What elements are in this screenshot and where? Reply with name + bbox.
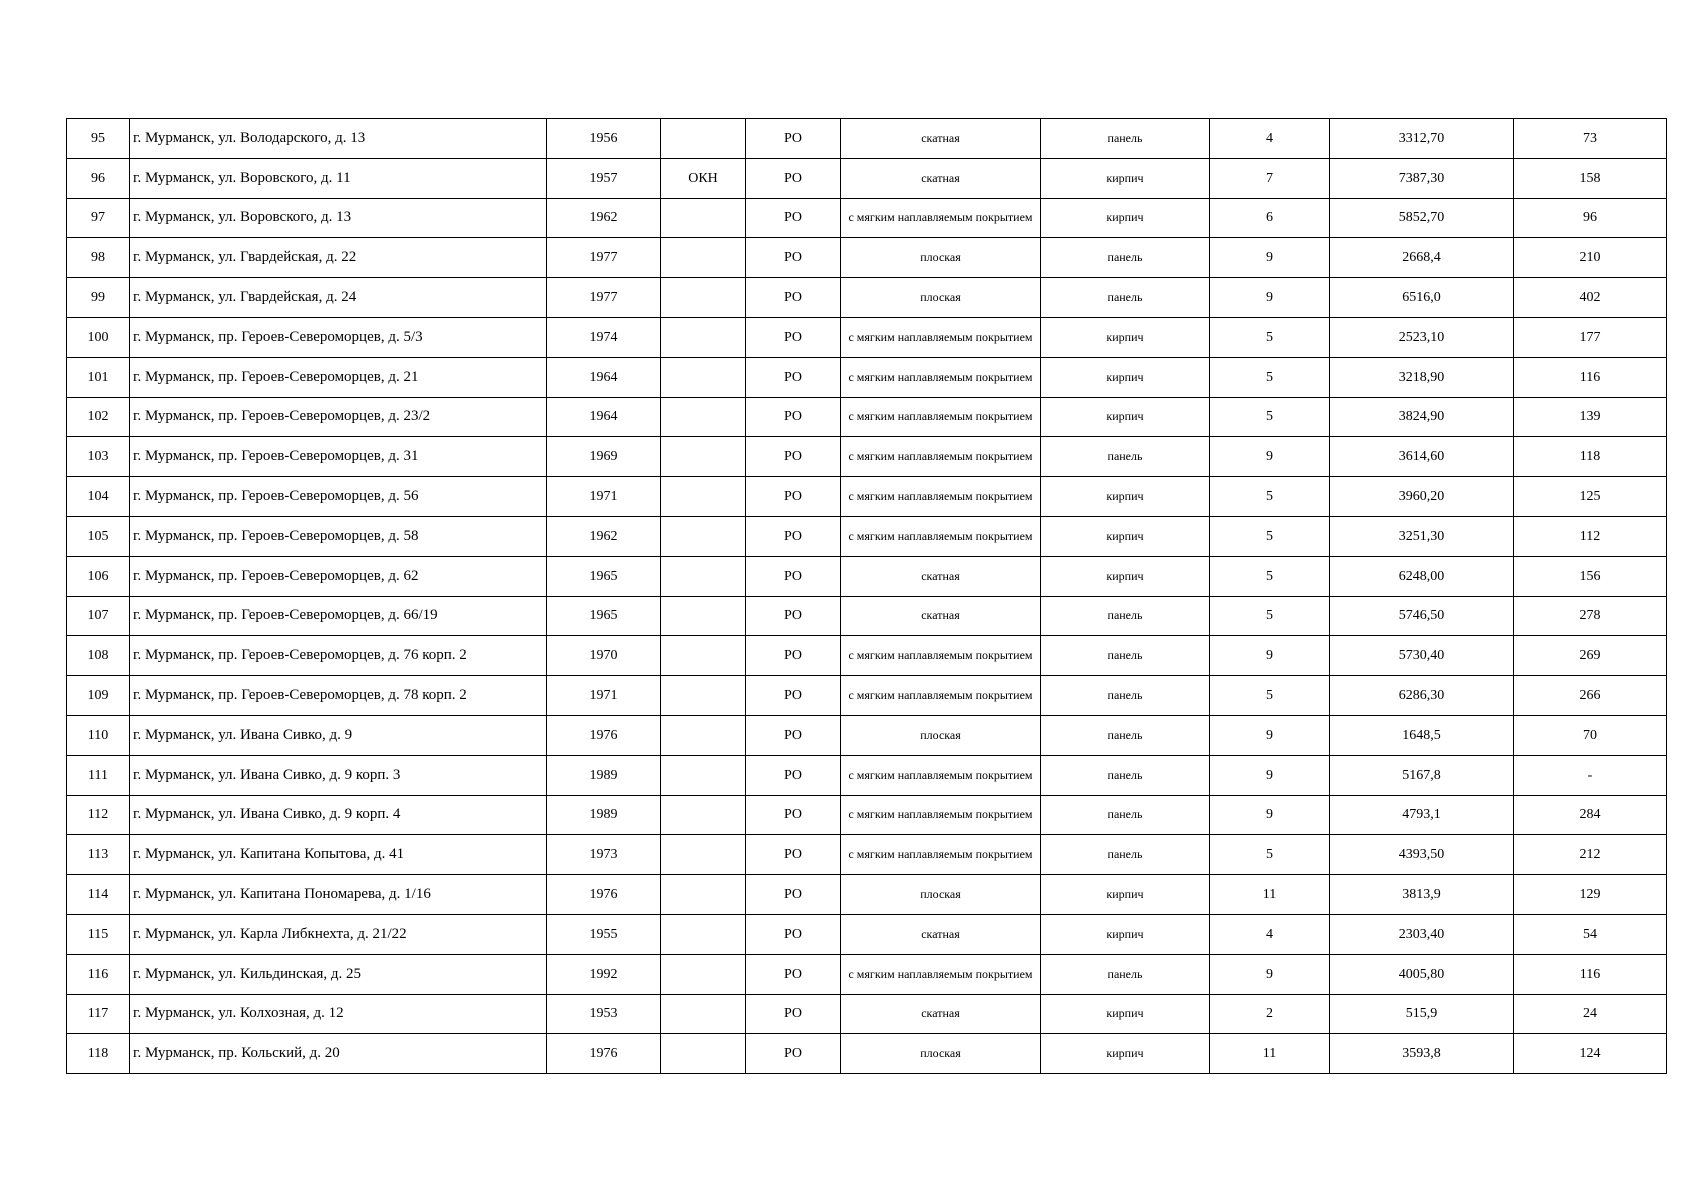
table-row (67, 676, 1667, 716)
table-row (67, 914, 1667, 954)
row-number-cell: 118 (67, 1034, 130, 1074)
row-number-cell: 105 (67, 516, 130, 556)
residents-cell: 54 (1514, 914, 1667, 954)
wall-material-cell: кирпич (1041, 1034, 1210, 1074)
roof-type-cell: плоская (841, 715, 1041, 755)
year-cell: 1953 (547, 994, 661, 1034)
area-cell: 3824,90 (1330, 397, 1514, 437)
status-cell (661, 954, 746, 994)
roof-type-cell: плоская (841, 278, 1041, 318)
method-cell: РО (746, 357, 841, 397)
year-cell: 1964 (547, 357, 661, 397)
row-number-cell: 110 (67, 715, 130, 755)
method-cell: РО (746, 954, 841, 994)
method-cell: РО (746, 158, 841, 198)
roof-type-cell: с мягким наплавляемым покрытием (841, 636, 1041, 676)
table-row (67, 477, 1667, 517)
status-cell (661, 914, 746, 954)
floors-cell: 11 (1210, 1034, 1330, 1074)
year-cell: 1964 (547, 397, 661, 437)
method-cell: РО (746, 914, 841, 954)
year-cell: 1977 (547, 278, 661, 318)
row-number-cell: 99 (67, 278, 130, 318)
status-cell (661, 198, 746, 238)
wall-material-cell: кирпич (1041, 477, 1210, 517)
residents-cell: 24 (1514, 994, 1667, 1034)
residents-cell: 112 (1514, 516, 1667, 556)
method-cell: РО (746, 317, 841, 357)
address-cell: г. Мурманск, ул. Колхозная, д. 12 (130, 994, 547, 1034)
address-cell: г. Мурманск, пр. Героев-Североморцев, д. 76 корп. 2 (130, 636, 547, 676)
year-cell: 1971 (547, 676, 661, 716)
table-row (67, 119, 1667, 159)
status-cell (661, 715, 746, 755)
residents-cell: 210 (1514, 238, 1667, 278)
year-cell: 1976 (547, 715, 661, 755)
area-cell: 2523,10 (1330, 317, 1514, 357)
area-cell: 3960,20 (1330, 477, 1514, 517)
method-cell: РО (746, 676, 841, 716)
address-cell: г. Мурманск, пр. Героев-Североморцев, д. 21 (130, 357, 547, 397)
residents-cell: 124 (1514, 1034, 1667, 1074)
residents-cell: 402 (1514, 278, 1667, 318)
row-number-cell: 104 (67, 477, 130, 517)
method-cell: РО (746, 795, 841, 835)
year-cell: 1976 (547, 1034, 661, 1074)
floors-cell: 9 (1210, 755, 1330, 795)
address-cell: г. Мурманск, ул. Володарского, д. 13 (130, 119, 547, 159)
status-cell (661, 676, 746, 716)
residents-cell: 125 (1514, 477, 1667, 517)
floors-cell: 9 (1210, 238, 1330, 278)
status-cell (661, 278, 746, 318)
residents-cell: 156 (1514, 556, 1667, 596)
year-cell: 1962 (547, 198, 661, 238)
wall-material-cell: панель (1041, 119, 1210, 159)
row-number-cell: 97 (67, 198, 130, 238)
floors-cell: 6 (1210, 198, 1330, 238)
area-cell: 4393,50 (1330, 835, 1514, 875)
floors-cell: 5 (1210, 596, 1330, 636)
area-cell: 2668,4 (1330, 238, 1514, 278)
wall-material-cell: панель (1041, 676, 1210, 716)
floors-cell: 4 (1210, 914, 1330, 954)
residents-cell: 284 (1514, 795, 1667, 835)
row-number-cell: 96 (67, 158, 130, 198)
status-cell (661, 437, 746, 477)
roof-type-cell: скатная (841, 994, 1041, 1034)
status-cell (661, 994, 746, 1034)
building-registry-table (66, 118, 1667, 1074)
floors-cell: 5 (1210, 835, 1330, 875)
status-cell (661, 755, 746, 795)
roof-type-cell: с мягким наплавляемым покрытием (841, 835, 1041, 875)
roof-type-cell: скатная (841, 914, 1041, 954)
area-cell: 6516,0 (1330, 278, 1514, 318)
row-number-cell: 102 (67, 397, 130, 437)
area-cell: 3614,60 (1330, 437, 1514, 477)
residents-cell: 116 (1514, 357, 1667, 397)
roof-type-cell: с мягким наплавляемым покрытием (841, 437, 1041, 477)
table-row (67, 516, 1667, 556)
row-number-cell: 106 (67, 556, 130, 596)
table-row (67, 954, 1667, 994)
floors-cell: 4 (1210, 119, 1330, 159)
floors-cell: 9 (1210, 278, 1330, 318)
method-cell: РО (746, 596, 841, 636)
roof-type-cell: скатная (841, 119, 1041, 159)
status-cell (661, 119, 746, 159)
floors-cell: 9 (1210, 636, 1330, 676)
row-number-cell: 116 (67, 954, 130, 994)
row-number-cell: 101 (67, 357, 130, 397)
roof-type-cell: плоская (841, 1034, 1041, 1074)
residents-cell: 177 (1514, 317, 1667, 357)
area-cell: 3593,8 (1330, 1034, 1514, 1074)
address-cell: г. Мурманск, пр. Героев-Североморцев, д. 58 (130, 516, 547, 556)
wall-material-cell: кирпич (1041, 875, 1210, 915)
wall-material-cell: кирпич (1041, 158, 1210, 198)
method-cell: РО (746, 755, 841, 795)
address-cell: г. Мурманск, пр. Героев-Североморцев, д. 5/3 (130, 317, 547, 357)
year-cell: 1976 (547, 875, 661, 915)
roof-type-cell: с мягким наплавляемым покрытием (841, 317, 1041, 357)
wall-material-cell: кирпич (1041, 516, 1210, 556)
roof-type-cell: с мягким наплавляемым покрытием (841, 755, 1041, 795)
table-row (67, 238, 1667, 278)
residents-cell: 269 (1514, 636, 1667, 676)
residents-cell: 118 (1514, 437, 1667, 477)
floors-cell: 9 (1210, 954, 1330, 994)
table-row (67, 1034, 1667, 1074)
floors-cell: 5 (1210, 676, 1330, 716)
roof-type-cell: с мягким наплавляемым покрытием (841, 477, 1041, 517)
address-cell: г. Мурманск, ул. Гвардейская, д. 24 (130, 278, 547, 318)
roof-type-cell: с мягким наплавляемым покрытием (841, 357, 1041, 397)
address-cell: г. Мурманск, пр. Кольский, д. 20 (130, 1034, 547, 1074)
status-cell (661, 835, 746, 875)
roof-type-cell: с мягким наплавляемым покрытием (841, 676, 1041, 716)
residents-cell: 129 (1514, 875, 1667, 915)
year-cell: 1970 (547, 636, 661, 676)
year-cell: 1969 (547, 437, 661, 477)
row-number-cell: 117 (67, 994, 130, 1034)
residents-cell: 70 (1514, 715, 1667, 755)
method-cell: РО (746, 397, 841, 437)
address-cell: г. Мурманск, ул. Капитана Пономарева, д. 1/16 (130, 875, 547, 915)
floors-cell: 5 (1210, 477, 1330, 517)
row-number-cell: 111 (67, 755, 130, 795)
area-cell: 3312,70 (1330, 119, 1514, 159)
roof-type-cell: с мягким наплавляемым покрытием (841, 516, 1041, 556)
method-cell: РО (746, 556, 841, 596)
year-cell: 1965 (547, 556, 661, 596)
address-cell: г. Мурманск, ул. Ивана Сивко, д. 9 корп. 4 (130, 795, 547, 835)
status-cell (661, 875, 746, 915)
floors-cell: 2 (1210, 994, 1330, 1034)
table-row (67, 636, 1667, 676)
floors-cell: 5 (1210, 317, 1330, 357)
table-row (67, 397, 1667, 437)
table-row (67, 278, 1667, 318)
status-cell (661, 795, 746, 835)
area-cell: 5852,70 (1330, 198, 1514, 238)
address-cell: г. Мурманск, ул. Воровского, д. 13 (130, 198, 547, 238)
address-cell: г. Мурманск, ул. Воровского, д. 11 (130, 158, 547, 198)
wall-material-cell: панель (1041, 715, 1210, 755)
area-cell: 3218,90 (1330, 357, 1514, 397)
row-number-cell: 98 (67, 238, 130, 278)
wall-material-cell: панель (1041, 755, 1210, 795)
status-cell (661, 477, 746, 517)
address-cell: г. Мурманск, пр. Героев-Североморцев, д. 62 (130, 556, 547, 596)
status-cell (661, 357, 746, 397)
floors-cell: 7 (1210, 158, 1330, 198)
address-cell: г. Мурманск, пр. Героев-Североморцев, д. 56 (130, 477, 547, 517)
floors-cell: 9 (1210, 715, 1330, 755)
table-row (67, 715, 1667, 755)
area-cell: 6248,00 (1330, 556, 1514, 596)
residents-cell: 212 (1514, 835, 1667, 875)
wall-material-cell: кирпич (1041, 994, 1210, 1034)
row-number-cell: 113 (67, 835, 130, 875)
wall-material-cell: кирпич (1041, 914, 1210, 954)
area-cell: 3251,30 (1330, 516, 1514, 556)
method-cell: РО (746, 516, 841, 556)
address-cell: г. Мурманск, ул. Ивана Сивко, д. 9 (130, 715, 547, 755)
area-cell: 515,9 (1330, 994, 1514, 1034)
address-cell: г. Мурманск, ул. Ивана Сивко, д. 9 корп. 3 (130, 755, 547, 795)
year-cell: 1973 (547, 835, 661, 875)
area-cell: 5167,8 (1330, 755, 1514, 795)
row-number-cell: 103 (67, 437, 130, 477)
method-cell: РО (746, 238, 841, 278)
residents-cell: 73 (1514, 119, 1667, 159)
method-cell: РО (746, 437, 841, 477)
wall-material-cell: панель (1041, 954, 1210, 994)
table-row (67, 357, 1667, 397)
address-cell: г. Мурманск, пр. Героев-Североморцев, д. 23/2 (130, 397, 547, 437)
table-body (67, 119, 1667, 1074)
residents-cell: 278 (1514, 596, 1667, 636)
area-cell: 1648,5 (1330, 715, 1514, 755)
roof-type-cell: плоская (841, 875, 1041, 915)
roof-type-cell: скатная (841, 556, 1041, 596)
residents-cell: 116 (1514, 954, 1667, 994)
roof-type-cell: скатная (841, 158, 1041, 198)
row-number-cell: 107 (67, 596, 130, 636)
table-row (67, 437, 1667, 477)
area-cell: 3813,9 (1330, 875, 1514, 915)
status-cell (661, 516, 746, 556)
table-row (67, 556, 1667, 596)
residents-cell: 266 (1514, 676, 1667, 716)
table-row (67, 795, 1667, 835)
year-cell: 1955 (547, 914, 661, 954)
status-cell (661, 317, 746, 357)
area-cell: 7387,30 (1330, 158, 1514, 198)
area-cell: 4793,1 (1330, 795, 1514, 835)
method-cell: РО (746, 477, 841, 517)
method-cell: РО (746, 119, 841, 159)
wall-material-cell: панель (1041, 795, 1210, 835)
status-cell (661, 397, 746, 437)
method-cell: РО (746, 994, 841, 1034)
roof-type-cell: скатная (841, 596, 1041, 636)
floors-cell: 5 (1210, 397, 1330, 437)
floors-cell: 11 (1210, 875, 1330, 915)
roof-type-cell: с мягким наплавляемым покрытием (841, 954, 1041, 994)
address-cell: г. Мурманск, пр. Героев-Североморцев, д. 78 корп. 2 (130, 676, 547, 716)
table-row (67, 317, 1667, 357)
residents-cell: 139 (1514, 397, 1667, 437)
method-cell: РО (746, 715, 841, 755)
status-cell (661, 1034, 746, 1074)
row-number-cell: 109 (67, 676, 130, 716)
year-cell: 1989 (547, 755, 661, 795)
method-cell: РО (746, 875, 841, 915)
wall-material-cell: кирпич (1041, 198, 1210, 238)
year-cell: 1962 (547, 516, 661, 556)
roof-type-cell: с мягким наплавляемым покрытием (841, 795, 1041, 835)
wall-material-cell: панель (1041, 437, 1210, 477)
floors-cell: 9 (1210, 795, 1330, 835)
method-cell: РО (746, 278, 841, 318)
address-cell: г. Мурманск, ул. Капитана Копытова, д. 41 (130, 835, 547, 875)
area-cell: 5746,50 (1330, 596, 1514, 636)
wall-material-cell: кирпич (1041, 397, 1210, 437)
roof-type-cell: с мягким наплавляемым покрытием (841, 198, 1041, 238)
status-cell (661, 596, 746, 636)
floors-cell: 5 (1210, 516, 1330, 556)
area-cell: 5730,40 (1330, 636, 1514, 676)
year-cell: 1956 (547, 119, 661, 159)
table-row (67, 875, 1667, 915)
method-cell: РО (746, 835, 841, 875)
year-cell: 1957 (547, 158, 661, 198)
address-cell: г. Мурманск, пр. Героев-Североморцев, д. 66/19 (130, 596, 547, 636)
year-cell: 1974 (547, 317, 661, 357)
table-row (67, 994, 1667, 1034)
area-cell: 6286,30 (1330, 676, 1514, 716)
wall-material-cell: кирпич (1041, 357, 1210, 397)
status-cell (661, 556, 746, 596)
wall-material-cell: кирпич (1041, 556, 1210, 596)
table-row (67, 755, 1667, 795)
row-number-cell: 108 (67, 636, 130, 676)
method-cell: РО (746, 636, 841, 676)
residents-cell: 158 (1514, 158, 1667, 198)
address-cell: г. Мурманск, ул. Кильдинская, д. 25 (130, 954, 547, 994)
row-number-cell: 112 (67, 795, 130, 835)
row-number-cell: 114 (67, 875, 130, 915)
table-row (67, 596, 1667, 636)
table-row (67, 198, 1667, 238)
status-cell: ОКН (661, 158, 746, 198)
table-row (67, 835, 1667, 875)
area-cell: 4005,80 (1330, 954, 1514, 994)
roof-type-cell: с мягким наплавляемым покрытием (841, 397, 1041, 437)
floors-cell: 9 (1210, 437, 1330, 477)
address-cell: г. Мурманск, ул. Гвардейская, д. 22 (130, 238, 547, 278)
residents-cell: 96 (1514, 198, 1667, 238)
table-row (67, 158, 1667, 198)
wall-material-cell: панель (1041, 238, 1210, 278)
residents-cell: - (1514, 755, 1667, 795)
year-cell: 1971 (547, 477, 661, 517)
year-cell: 1977 (547, 238, 661, 278)
wall-material-cell: панель (1041, 278, 1210, 318)
wall-material-cell: панель (1041, 636, 1210, 676)
row-number-cell: 115 (67, 914, 130, 954)
address-cell: г. Мурманск, ул. Карла Либкнехта, д. 21/22 (130, 914, 547, 954)
method-cell: РО (746, 198, 841, 238)
wall-material-cell: панель (1041, 835, 1210, 875)
row-number-cell: 100 (67, 317, 130, 357)
status-cell (661, 636, 746, 676)
method-cell: РО (746, 1034, 841, 1074)
floors-cell: 5 (1210, 556, 1330, 596)
year-cell: 1965 (547, 596, 661, 636)
area-cell: 2303,40 (1330, 914, 1514, 954)
roof-type-cell: плоская (841, 238, 1041, 278)
row-number-cell: 95 (67, 119, 130, 159)
year-cell: 1992 (547, 954, 661, 994)
wall-material-cell: кирпич (1041, 317, 1210, 357)
status-cell (661, 238, 746, 278)
wall-material-cell: панель (1041, 596, 1210, 636)
address-cell: г. Мурманск, пр. Героев-Североморцев, д. 31 (130, 437, 547, 477)
floors-cell: 5 (1210, 357, 1330, 397)
year-cell: 1989 (547, 795, 661, 835)
